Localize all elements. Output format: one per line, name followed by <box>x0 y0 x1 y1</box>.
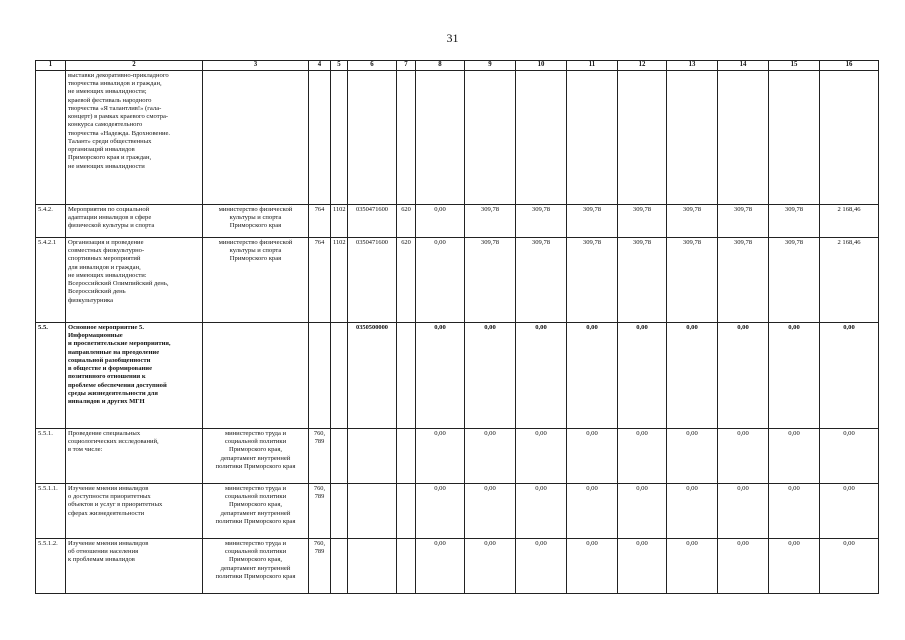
value-cell: 0,00 <box>667 323 718 429</box>
value-cell: 309,78 <box>567 238 618 323</box>
column-header-10: 10 <box>516 61 567 71</box>
value-cell: 309,78 <box>465 238 516 323</box>
grbs-code: 764 <box>309 238 331 323</box>
value-cell <box>618 71 667 205</box>
activity-name-line: творчества инвалидов и граждан, <box>68 80 162 88</box>
grbs-code: 760, 789 <box>309 429 331 484</box>
activity-name-line: и просветительские мероприятия, <box>68 340 171 348</box>
value-cell: 0,00 <box>465 429 516 484</box>
value-cell: 0,00 <box>718 429 769 484</box>
activity-name-line: в обществе и формирование <box>68 365 153 373</box>
value-cell: 309,78 <box>516 238 567 323</box>
expense-type-code <box>397 484 416 539</box>
activity-name-line: спортивных мероприятий <box>68 255 141 263</box>
value-cell: 0,00 <box>618 539 667 594</box>
table-body <box>36 71 879 594</box>
value-cell: 0,00 <box>416 238 465 323</box>
value-cell: 0,00 <box>465 484 516 539</box>
expense-type-code <box>397 429 416 484</box>
grbs-code <box>309 71 331 205</box>
activity-name-line: Всероссийский день <box>68 288 126 296</box>
value-cell <box>465 71 516 205</box>
activity-name-line: Изучение мнения инвалидов <box>68 485 149 492</box>
grbs-code: 764 <box>309 205 331 238</box>
section-code <box>331 429 348 484</box>
expense-type-code <box>397 539 416 594</box>
activity-name-line: Изучение мнения инвалидов <box>68 540 149 547</box>
value-cell <box>567 71 618 205</box>
activity-name-line: о доступности приоритетных <box>68 493 151 501</box>
value-cell: 0,00 <box>416 205 465 238</box>
executor-line: социальной политики <box>224 548 287 556</box>
executor <box>203 205 309 238</box>
value-cell: 0,00 <box>718 323 769 429</box>
activity-name-line: в том числе: <box>68 446 103 454</box>
value-cell: 309,78 <box>769 205 820 238</box>
executor-line: социальной политики <box>224 438 287 446</box>
activity-name-line: сферах жизнедеятельности <box>68 509 145 517</box>
table-row <box>36 238 879 323</box>
executor-line: Приморского края, <box>228 446 283 454</box>
table-row <box>36 71 879 205</box>
activity-name-line: позитивного отношения к <box>68 373 146 381</box>
value-cell <box>718 71 769 205</box>
activity-name <box>66 238 203 323</box>
target-article-code: 0350471600 <box>348 238 397 323</box>
column-header-13: 13 <box>667 61 718 71</box>
table-row <box>36 429 879 484</box>
column-header-12: 12 <box>618 61 667 71</box>
table-row <box>36 323 879 429</box>
target-article-code <box>348 429 397 484</box>
table-row <box>36 539 879 594</box>
column-header-15: 15 <box>769 61 820 71</box>
section-code: 1102 <box>331 205 348 238</box>
value-cell: 0,00 <box>416 323 465 429</box>
column-header-2: 2 <box>66 61 203 71</box>
executor-line: департамент внутренней <box>220 454 291 462</box>
value-cell: 0,00 <box>820 323 879 429</box>
executor-line: министерство труда и <box>224 430 287 437</box>
target-article-code <box>348 71 397 205</box>
grbs-code: 760, 789 <box>309 484 331 539</box>
column-header-8: 8 <box>416 61 465 71</box>
row-number: 5.5.1.1. <box>36 484 66 539</box>
executor <box>203 539 309 594</box>
row-number: 5.4.2. <box>36 205 66 238</box>
column-header-9: 9 <box>465 61 516 71</box>
value-cell: 0,00 <box>465 539 516 594</box>
program-table <box>35 60 879 594</box>
activity-name-line: Проведение специальных <box>68 430 141 437</box>
executor-line: министерство труда и <box>224 485 287 492</box>
activity-name <box>66 429 203 484</box>
value-cell: 2 168,46 <box>820 238 879 323</box>
value-cell: 0,00 <box>618 429 667 484</box>
executor-line: политики Приморского края <box>215 572 296 580</box>
row-number: 5.5.1.2. <box>36 539 66 594</box>
executor <box>203 71 309 205</box>
activity-name-line: направленные на преодоление <box>68 348 160 356</box>
activity-name-line: конкурса самодеятельного <box>68 121 143 129</box>
activity-name-line: проблеме обеспечения доступной <box>68 381 167 389</box>
executor-line: министерство физической <box>218 239 293 246</box>
value-cell: 309,78 <box>769 238 820 323</box>
activity-name-line: Приморского края и граждан, <box>68 154 152 162</box>
activity-name-line: объектов и услуг в приоритетных <box>68 501 163 509</box>
activity-name-line: выставки декоративно-прикладного <box>68 72 169 79</box>
value-cell: 0,00 <box>667 484 718 539</box>
column-header-1: 1 <box>36 61 66 71</box>
value-cell: 0,00 <box>567 539 618 594</box>
activity-name-line: физкультурника <box>68 296 114 304</box>
activity-name-line: творчества «Я талантлив!» (гала- <box>68 104 162 112</box>
section-code <box>331 323 348 429</box>
activity-name-line: физической культуры и спорта <box>68 222 155 230</box>
page-number: 31 <box>446 31 459 45</box>
target-article-code: 0350500000 <box>348 323 397 429</box>
column-header-6: 6 <box>348 61 397 71</box>
value-cell: 0,00 <box>769 484 820 539</box>
column-header-4: 4 <box>309 61 331 71</box>
activity-name-line: среды жизнедеятельности для <box>68 389 158 397</box>
executor-line: министерство физической <box>218 206 293 213</box>
activity-name-line: краевой фестиваль народного <box>68 96 152 104</box>
executor <box>203 484 309 539</box>
value-cell: 0,00 <box>416 429 465 484</box>
executor-line: культуры и спорта <box>229 247 282 255</box>
activity-name-line: Информационные <box>68 332 123 340</box>
value-cell: 0,00 <box>567 323 618 429</box>
value-cell: 0,00 <box>769 429 820 484</box>
value-cell: 0,00 <box>769 539 820 594</box>
activity-name <box>66 205 203 238</box>
row-number: 5.4.2.1 <box>36 238 66 323</box>
executor-line: департамент внутренней <box>220 509 291 517</box>
value-cell: 0,00 <box>820 429 879 484</box>
value-cell: 0,00 <box>465 323 516 429</box>
value-cell: 0,00 <box>516 484 567 539</box>
row-number: 5.5.1. <box>36 429 66 484</box>
header-row <box>36 61 879 71</box>
section-code <box>331 539 348 594</box>
activity-name-line: концерт) в рамках краевого смотра- <box>68 113 169 121</box>
expense-type-code: 620 <box>397 205 416 238</box>
activity-name-line: не имеющих инвалидности <box>68 162 145 170</box>
section-code <box>331 71 348 205</box>
target-article-code <box>348 539 397 594</box>
activity-name <box>66 323 203 429</box>
activity-name-line: Мероприятия по социальной <box>68 206 150 213</box>
activity-name-line: социальной разобщенности <box>68 356 151 364</box>
executor-line: Приморского края, <box>228 556 283 564</box>
value-cell: 309,78 <box>618 238 667 323</box>
value-cell: 0,00 <box>820 484 879 539</box>
column-header-5: 5 <box>331 61 348 71</box>
value-cell: 0,00 <box>516 323 567 429</box>
executor-line: культуры и спорта <box>229 214 282 222</box>
column-header-7: 7 <box>397 61 416 71</box>
activity-name-line: не имеющих инвалидности; <box>68 88 147 96</box>
target-article-code <box>348 484 397 539</box>
value-cell: 0,00 <box>618 323 667 429</box>
executor <box>203 323 309 429</box>
grbs-code <box>309 323 331 429</box>
activity-name-line: Всероссийский Олимпийский день, <box>68 280 169 288</box>
executor <box>203 238 309 323</box>
value-cell: 0,00 <box>516 429 567 484</box>
value-cell: 309,78 <box>667 238 718 323</box>
value-cell: 0,00 <box>416 484 465 539</box>
activity-name-line: адаптации инвалидов в сфере <box>68 214 152 222</box>
expense-type-code: 620 <box>397 238 416 323</box>
column-header-14: 14 <box>718 61 769 71</box>
activity-name-line: Талант» среди общественных <box>68 137 152 145</box>
table-row <box>36 205 879 238</box>
value-cell <box>820 71 879 205</box>
activity-name-line: Организация и проведение <box>68 239 144 246</box>
row-number <box>36 71 66 205</box>
value-cell: 0,00 <box>416 539 465 594</box>
executor-line: политики Приморского края <box>215 462 296 470</box>
column-header-16: 16 <box>820 61 879 71</box>
value-cell <box>769 71 820 205</box>
activity-name-line: не имеющих инвалидности: <box>68 271 147 279</box>
executor-line: министерство труда и <box>224 540 287 547</box>
activity-name <box>66 539 203 594</box>
section-code: 1102 <box>331 238 348 323</box>
value-cell: 0,00 <box>516 539 567 594</box>
value-cell: 309,78 <box>465 205 516 238</box>
value-cell: 309,78 <box>567 205 618 238</box>
executor <box>203 429 309 484</box>
value-cell: 0,00 <box>667 539 718 594</box>
value-cell: 0,00 <box>718 484 769 539</box>
activity-name-line: организаций инвалидов <box>68 146 135 154</box>
value-cell <box>516 71 567 205</box>
table-row <box>36 484 879 539</box>
activity-name-line: Основное мероприятие 5. <box>68 324 144 331</box>
value-cell: 2 168,46 <box>820 205 879 238</box>
value-cell: 309,78 <box>516 205 567 238</box>
value-cell: 309,78 <box>718 205 769 238</box>
value-cell: 0,00 <box>567 429 618 484</box>
section-code <box>331 484 348 539</box>
activity-name-line: совместных физкультурно- <box>68 247 145 255</box>
activity-name-line: об отношении населения <box>68 548 139 556</box>
column-header-11: 11 <box>567 61 618 71</box>
executor-line: Приморского края <box>229 255 282 263</box>
value-cell: 0,00 <box>769 323 820 429</box>
value-cell <box>416 71 465 205</box>
activity-name-line: социологических исследований, <box>68 438 159 446</box>
executor-line: социальной политики <box>224 493 287 501</box>
activity-name-line: к проблемам инвалидов <box>68 556 135 564</box>
expense-type-code <box>397 323 416 429</box>
row-number: 5.5. <box>36 323 66 429</box>
value-cell <box>667 71 718 205</box>
activity-name-line: для инвалидов и граждан, <box>68 263 141 271</box>
value-cell: 309,78 <box>718 238 769 323</box>
value-cell: 309,78 <box>618 205 667 238</box>
value-cell: 0,00 <box>567 484 618 539</box>
executor-line: Приморского края <box>229 222 282 230</box>
value-cell: 309,78 <box>667 205 718 238</box>
activity-name-line: инвалидов и других МГН <box>68 398 145 406</box>
target-article-code: 0350471600 <box>348 205 397 238</box>
grbs-code: 760, 789 <box>309 539 331 594</box>
activity-name <box>66 484 203 539</box>
value-cell: 0,00 <box>667 429 718 484</box>
value-cell: 0,00 <box>618 484 667 539</box>
value-cell: 0,00 <box>820 539 879 594</box>
executor-line: департамент внутренней <box>220 564 291 572</box>
activity-name <box>66 71 203 205</box>
activity-name-line: творчества «Надежда. Вдохновение. <box>68 129 171 137</box>
value-cell: 0,00 <box>718 539 769 594</box>
executor-line: Приморского края, <box>228 501 283 509</box>
executor-line: политики Приморского края <box>215 517 296 525</box>
column-header-3: 3 <box>203 61 309 71</box>
expense-type-code <box>397 71 416 205</box>
